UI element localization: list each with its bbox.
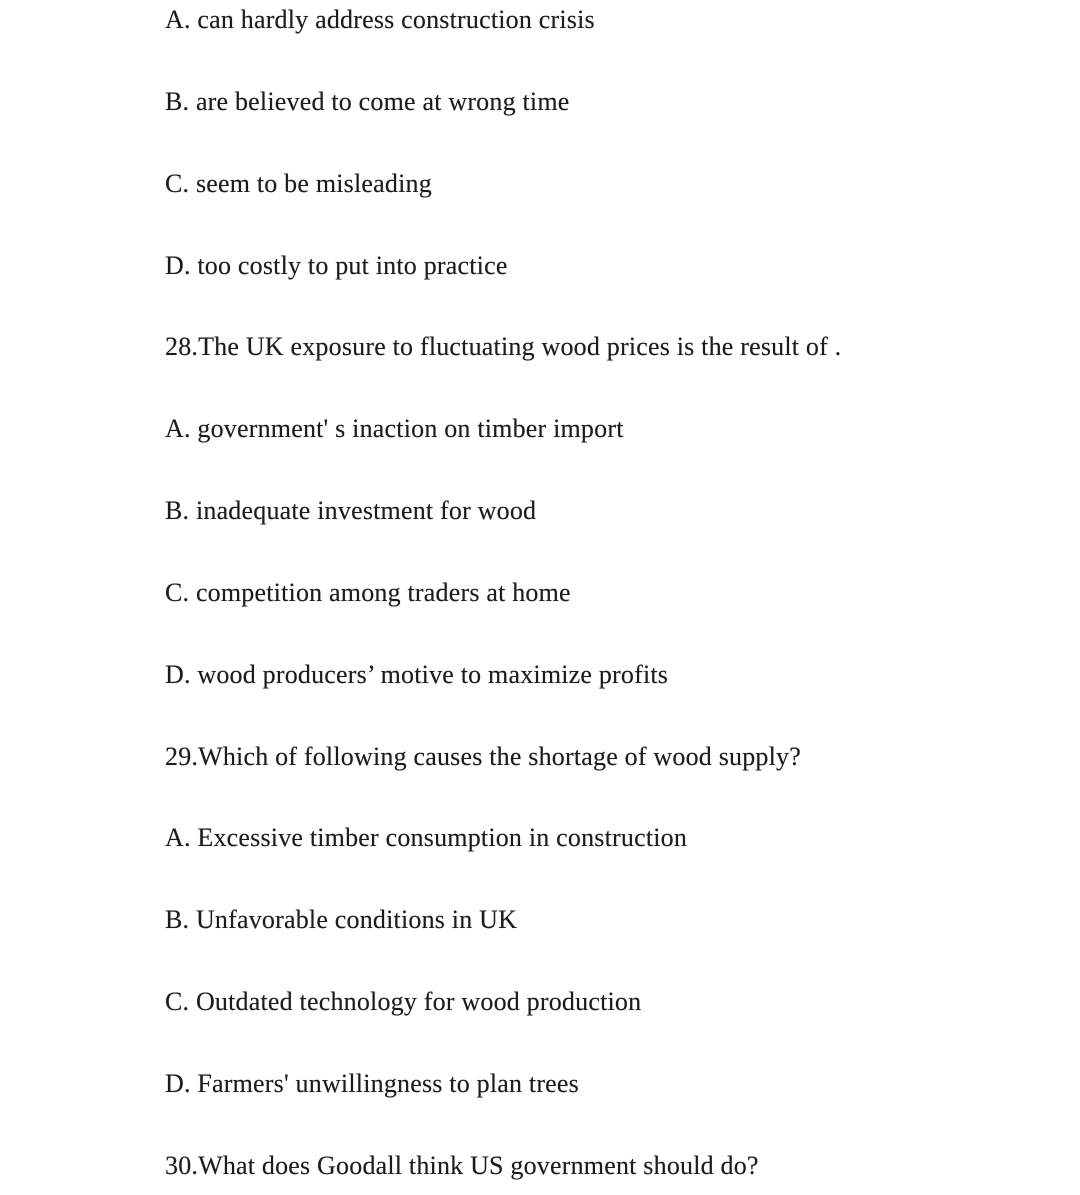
question-28-option-d: D. wood producers’ motive to maximize profits — [165, 659, 669, 689]
option-line-d: D. too costly to put into practice — [165, 250, 508, 280]
question-28-option-b: B. inadequate investment for wood — [165, 496, 537, 526]
question-line-29: 29.Which of following causes the shortage of wood supply? — [165, 741, 801, 771]
question-29-option-a: A. Excessive timber consumption in construction — [165, 823, 688, 853]
option-line-c: C. seem to be misleading — [165, 168, 432, 198]
question-line-28: 28.The UK exposure to fluctuating wood prices is the result of . — [165, 332, 842, 362]
question-line-30: 30.What does Goodall think US government should do? — [165, 1150, 759, 1180]
question-29-option-c: C. Outdated technology for wood production — [165, 987, 642, 1017]
question-28-option-c: C. competition among traders at home — [165, 577, 571, 607]
question-29-option-b: B. Unfavorable conditions in UK — [165, 905, 518, 935]
question-28-option-a: A. government' s inaction on timber import — [165, 414, 624, 444]
option-line-b: B. are believed to come at wrong time — [165, 86, 570, 116]
question-text-block — [165, 2, 1080, 1195]
question-29-option-d: D. Farmers' unwillingness to plan trees — [165, 1068, 579, 1098]
option-line-a: A. can hardly address construction crisis — [165, 5, 595, 34]
